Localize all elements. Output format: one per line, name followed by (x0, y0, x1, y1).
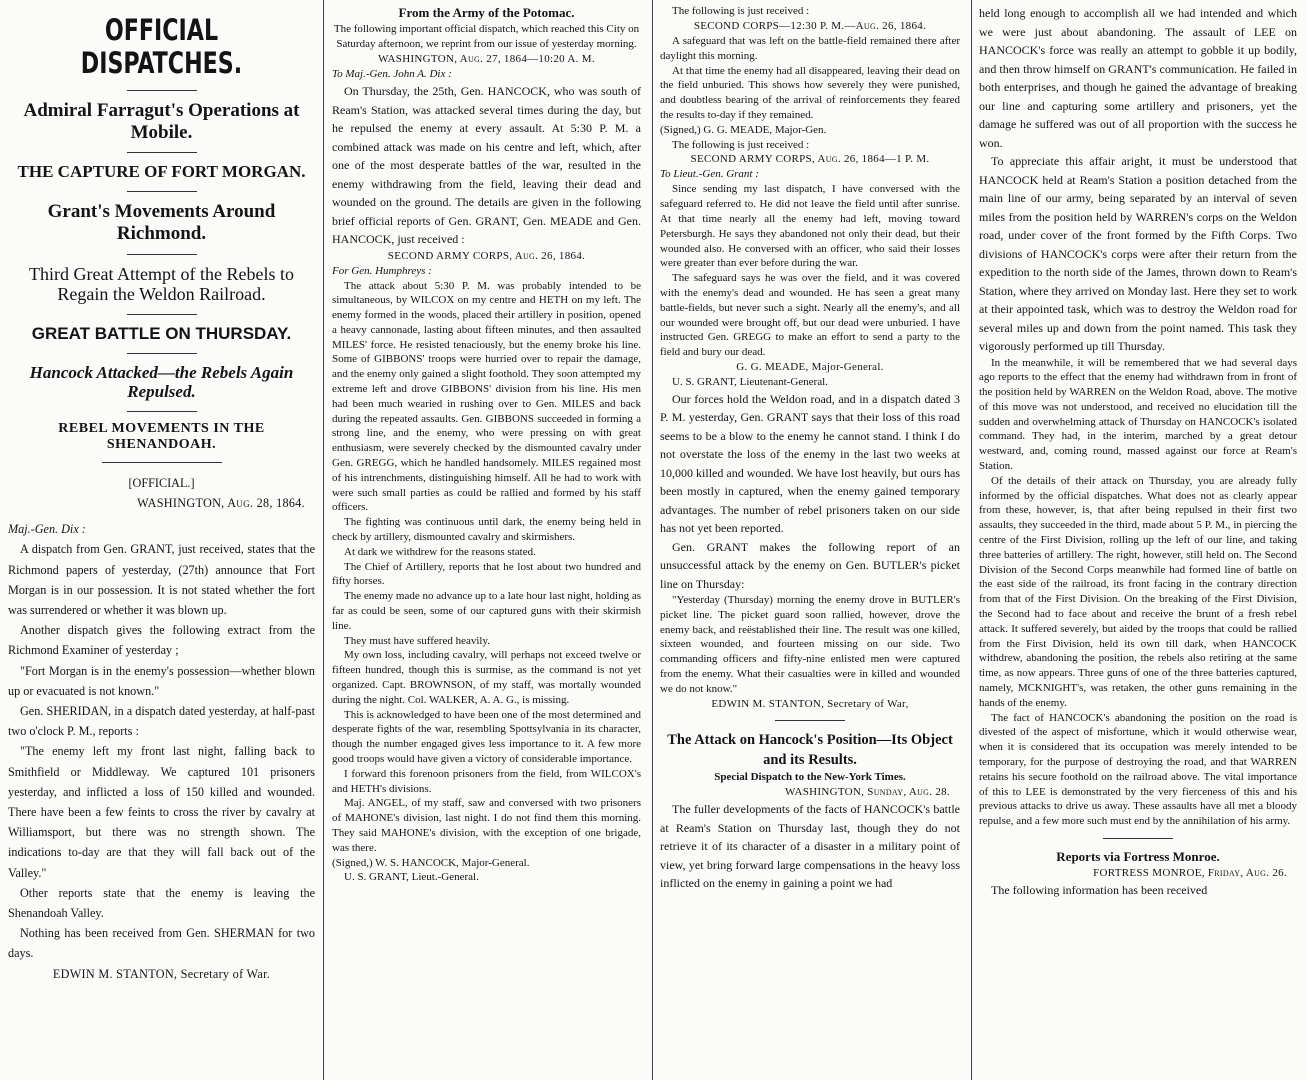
paragraph: Another dispatch gives the following extract from the Richmond Examiner of yesterday ; (8, 623, 315, 658)
paragraph: "The enemy left my front last night, falling back to Smithfield or Middleway. We captured 101 prisoners yesterday, and inflicted a loss of 150 killed and wounded. There have been a few feints to cross the river by cavalry at Williamsport, but there was no strength shown. The indications to-day are that they will fall back out of the Valley." (8, 744, 315, 880)
headline-farragut: Admiral Farragut's Operations at Mobile. (23, 99, 300, 143)
column-rule (323, 0, 324, 1080)
headline-grants-movements: Grant's Movements Around Richmond. (47, 200, 276, 244)
section-heading: Reports via Fortress Monroe. (1056, 849, 1220, 864)
headline-fort-morgan: THE CAPTURE OF FORT MORGAN. (17, 162, 306, 182)
paragraph: The safeguard says he was over the field, and it was covered with the enemy's dead and wounded. He has seen a great many battle-fields, but never such a sight. Nearly all the enemy's, and all our wounded were brought off, but our dead were unburied. I have instructed Gen. GREGG to make an effort to send a party to the field and bury our dead. (660, 272, 960, 359)
paragraph: They must have suffered heavily. (344, 634, 491, 647)
signature: U. S. GRANT, Lieutenant-General. (672, 375, 828, 388)
headline-shenandoah: REBEL MOVEMENTS IN THE SHENANDOAH. (58, 420, 265, 452)
paragraph: The following is just received : (672, 5, 810, 17)
paragraph: Nothing has been received from Gen. SHERMAN for two days. (8, 926, 315, 961)
paragraph: At dark we withdrew for the reasons stated. (344, 545, 536, 558)
signature: G. G. MEADE, Major-General. (736, 360, 884, 373)
salutation: Maj.-Gen. Dix : (8, 522, 86, 537)
headline-hancock-attacked: Hancock Attacked—the Rebels Again Repulsed. (29, 362, 294, 402)
paragraph: Maj. ANGEL, of my staff, saw and conversed with two prisoners of MAHONE's division, last night. I do not find them this morning. They said MAHONE's division, with the exception of one brigade, was there. (332, 797, 641, 854)
paragraph: Since sending my last dispatch, I have conversed with the safeguard referred to. He did not leave the field until after sunrise. At that time nearly all the enemy had left, moving toward Petersburgh. He says they abandoned not only their dead, but their wounded also. He conversed with an officer, who said their losses were greater than ever before during the war. (660, 183, 960, 270)
headline-great-battle: GREAT BATTLE ON THURSDAY. (31, 323, 292, 343)
paragraph: The fighting was continuous until dark, the enemy being held in check by artillery, dismounted cavalry and skirmishers. (332, 516, 641, 544)
paragraph: Gen. SHERIDAN, in a dispatch dated yesterday, at half-past two o'clock P. M., reports : (8, 704, 315, 739)
corps-line: SECOND ARMY CORPS, Aug. 26, 1864—1 P. M. (690, 153, 930, 166)
paragraph: Our forces hold the Weldon road, and in a dispatch dated 3 P. M. yesterday, Gen. GRANT says that their loss of this road seems to be a blow to the enemy he cannot stand. I think I do not overstate the loss of the enemy in the last two weeks at 10,000 killed and wounded. We have lost heavily, but ours has been mostly in captured, when the enemy gained temporary advantages. The number of rebel prisoners taken on our side has not yet been reported. (660, 391, 960, 536)
paragraph: "Yesterday (Thursday) morning the enemy drove in BUTLER's picket line. The picket guard soon rallied, however, drove the enemy back, and reëstablished their line. The result was one killed, sixteen wounded, and fourteen missing on our side. Two commanding officers and fifty-nine enlisted men were captured from the enemy. What their casualties were in killed and wounded we do not know." (660, 594, 960, 695)
paragraph: Gen. GRANT makes the following report of an unsuccessful attack by the enemy on Gen. BUTLER's picket line on Thursday: (660, 539, 960, 591)
dateline: FORTRESS MONROE, Friday, Aug. 26. (1093, 867, 1287, 879)
addressee: To Lieut.-Gen. Grant : (660, 168, 759, 181)
paragraph: Other reports state that the enemy is leaving the Shenandoah Valley. (8, 885, 315, 921)
column-1 (0, 0, 323, 1080)
column-4 (973, 0, 1307, 1080)
paragraph: A dispatch from Gen. GRANT, just received, states that the Richmond papers of yesterday, (27th) announce that Fort Morgan is in our possession. It is not stated whether the fort was surrendered or whether it was blown up. (8, 542, 315, 618)
official-tag: [OFFICIAL.] (128, 475, 195, 490)
signed-line: (Signed,) G. G. MEADE, Major-Gen. (660, 123, 827, 136)
signature: EDWIN M. STANTON, Secretary of War, (711, 697, 909, 710)
headline-official-dispatches: OFFICIAL DISPATCHES. (80, 13, 243, 81)
corps-line: SECOND ARMY CORPS, Aug. 26, 1864. (387, 249, 586, 262)
paragraph: At that time the enemy had all disappeared, leaving their dead on the field unburied. This shows how severely they were punished, and doubtless bearing of the arrival of reinforcements they feared the results to-day if they remained. (660, 64, 960, 121)
addressee: For Gen. Humphreys : (332, 264, 432, 277)
paragraph: Of the details of their attack on Thursday, you are already fully informed by the official dispatches. What does not as clearly appear from these, however, is, that after being repulsed in their first two assaults, they succeeded in the third, made about 5 P. M., in piercing the centre of the First Division, rolling up the left of our line, and taking three batteries of artillery. The right, however, still held on. The Second Division of the Second Corps meanwhile had formed line of battle on the east side of the railroad, its front facing in the contrary direction from that of the First Division. On the breaking of the First Division, the Second had to face about and receive the brunt of a fresh rebel attack. It suffered severely, but aided by the troops that could be rallied from the First Division, held its own till dark, when HANCOCK withdrew, abandoning the position, the rebels also retiring at the same time, as now appears. Three guns of one of the three batteries captured, namely, MCKNIGHT's, was retaken, the other guns remaining in the hands of the enemy. (979, 474, 1297, 709)
dateline: WASHINGTON, Sunday, Aug. 28. (785, 786, 950, 799)
column-2 (326, 0, 651, 1080)
paragraph: To appreciate this affair aright, it must be understood that HANCOCK held at Ream's Station a position detached from the main line of our army, being separated by an interval of seven miles from the position held by WARREN's corps on the Weldon road, under cover of the front formed by the Fifth Corps. Two divisions of HANCOCK's corps were after their return from the expedition to the north side of the James, thrown down to Ream's Station, where they arrived on Monday last. Here they set to work at their appointed task, which was to destroy the Weldon road for several miles up and down from the point named. This task they vigorously performed up till Thursday. (979, 154, 1297, 353)
signed-line: U. S. GRANT, Lieut.-General. (344, 871, 479, 884)
signed-line: (Signed,) W. S. HANCOCK, Major-General. (332, 856, 530, 869)
section-heading: The Attack on Hancock's Position—Its Object and its Results. (667, 732, 953, 769)
paragraph: The fuller developments of the facts of HANCOCK's battle at Ream's Station on Thursday last, though they do not retrieve it of its character of a disaster in a military point of view, yet bring forward large compensations in the heavy loss inflicted on the enemy in gaining a point we had (660, 802, 960, 890)
paragraph: In the meanwhile, it will be remembered that we had several days ago reports to the effect that the enemy had withdrawn from in front of the position held by WARREN on the Weldon Road, above. The motive of this move was not understood, and received no elucidation till the sudden and overwhelming attack of Thursday on HANCOCK's isolated command. They had, in the interim, marched by a great detour westward, and, coming round, massed against our force at Ream's Station. (979, 356, 1297, 473)
paragraph: My own loss, including cavalry, will perhaps not exceed twelve or fifteen hundred, though this is surmise, as the command is not yet organized. Capt. BROWNSON, of my staff, was mortally wounded during the night. Col. WALKER, A. A. G., is missing. (332, 649, 641, 706)
intro: The following important official dispatch, which reached this City on Saturday afternoon, we reprint from our issue of yesterday morning. (333, 23, 640, 50)
dateline: WASHINGTON, Aug. 28, 1864. (137, 496, 305, 511)
column-3 (654, 0, 970, 1080)
headline-weldon-railroad: Third Great Attempt of the Rebels to Regain the Weldon Railroad. (29, 263, 294, 305)
paragraph: The following is just received : (672, 138, 810, 151)
paragraph: The following information has been received (991, 882, 1208, 897)
paragraph: The fact of HANCOCK's abandoning the position on the road is divested of the aspect of misfortune, which it would otherwise wear, when it is considered that its occupation was merely intended to be temporary, for the purpose of destroying the road, and that WARREN retains his secure foothold on the railroad above. The vital importance of this to LEE is demonstrated by the very fierceness of this and his previous attacks to drive us away. These assaults have all met a bloody repulse, and a few more such must end by the annihilation of his army. (979, 711, 1297, 828)
signature: EDWIN M. STANTON, Secretary of War. (52, 966, 271, 981)
paragraph: "Fort Morgan is in the enemy's possession—whether blown up or evacuated is not known." (8, 663, 315, 698)
column-rule (971, 0, 972, 1080)
paragraph: I forward this forenoon prisoners from the field, from WILCOX's and HETH's divisions. (332, 767, 641, 795)
paragraph: On Thursday, the 25th, Gen. HANCOCK, who was south of Ream's Station, was attacked several times during the day, but he repulsed the enemy at every assault. At 5:30 P. M. a combined attack was made on his centre and left, which, after one of the most desperate battles of the war, resulted in the enemy withdrawing from the field, leaving their dead and wounded on the ground. The details are given in the following brief official reports of Gen. GRANT, Gen. MEADE and Gen. HANCOCK, just received : (332, 84, 641, 246)
addressee: To Maj.-Gen. John A. Dix : (332, 68, 452, 80)
paragraph: The enemy made no advance up to a late hour last night, holding as far as could be seen, some of our captured guns with their skirmish line. (332, 590, 641, 632)
paragraph: The Chief of Artillery, reports that he lost about two hundred and fifty horses. (332, 560, 641, 588)
paragraph: This is acknowledged to have been one of the most determined and desperate fights of the war, resembling Spottsylvania in its character, though the number engaged gives less importance to it. A few more good troops would have given a victory of considerable importance. (332, 708, 641, 765)
special-dispatch: Special Dispatch to the New-York Times. (714, 771, 906, 784)
section-heading: From the Army of the Potomac. (398, 5, 575, 20)
corps-line: SECOND CORPS—12:30 P. M.—Aug. 26, 1864. (693, 20, 927, 32)
paragraph: A safeguard that was left on the battle-field remained there after daylight this morning. (660, 35, 960, 62)
paragraph: The attack about 5:30 P. M. was probably intended to be simultaneous, by WILCOX on my centre and HETH on my left. The enemy formed in the woods, placed their artillery in position, opened a heavy cannonade, lasting about fifteen minutes, and then assaulted MILES' force. He resisted tenaciously, but the enemy broke his line. Some of GIBBONS' troops were hurried over to repair the damage, and the enemy only gained a slight foothold. They soon attempted my extreme left and drove GIBBONS' division from his line. His men had been much wearied in rushing over to Gen. MILES and back during the repeated assaults. Gen. GIBBONS succeeded in forming a strong line, and the enemy, who were pressing on with great enthusiasm, were severely checked by the dismounted cavalry under Gen. GREGG, which he handled handsomely. MILES regained most of his intrenchments, distinguishing himself. All he had to work with were such small parties as could be rallied and formed by his staff officers. (332, 279, 641, 514)
column-rule (652, 0, 653, 1080)
paragraph: held long enough to accomplish all we had intended and which we were just about abandoning. The assault of LEE on HANCOCK's force was really an attempt to gobble it up bodily, and then throw himself on GRANT's communication. He failed in both enterprises, and though he gained the advantage of breaking our line and capturing some artillery and prisoners, yet the damage he suffered was out of all proportion with the success he won. (979, 6, 1297, 150)
dateline: WASHINGTON, Aug. 27, 1864—10:20 A. M. (378, 53, 595, 65)
